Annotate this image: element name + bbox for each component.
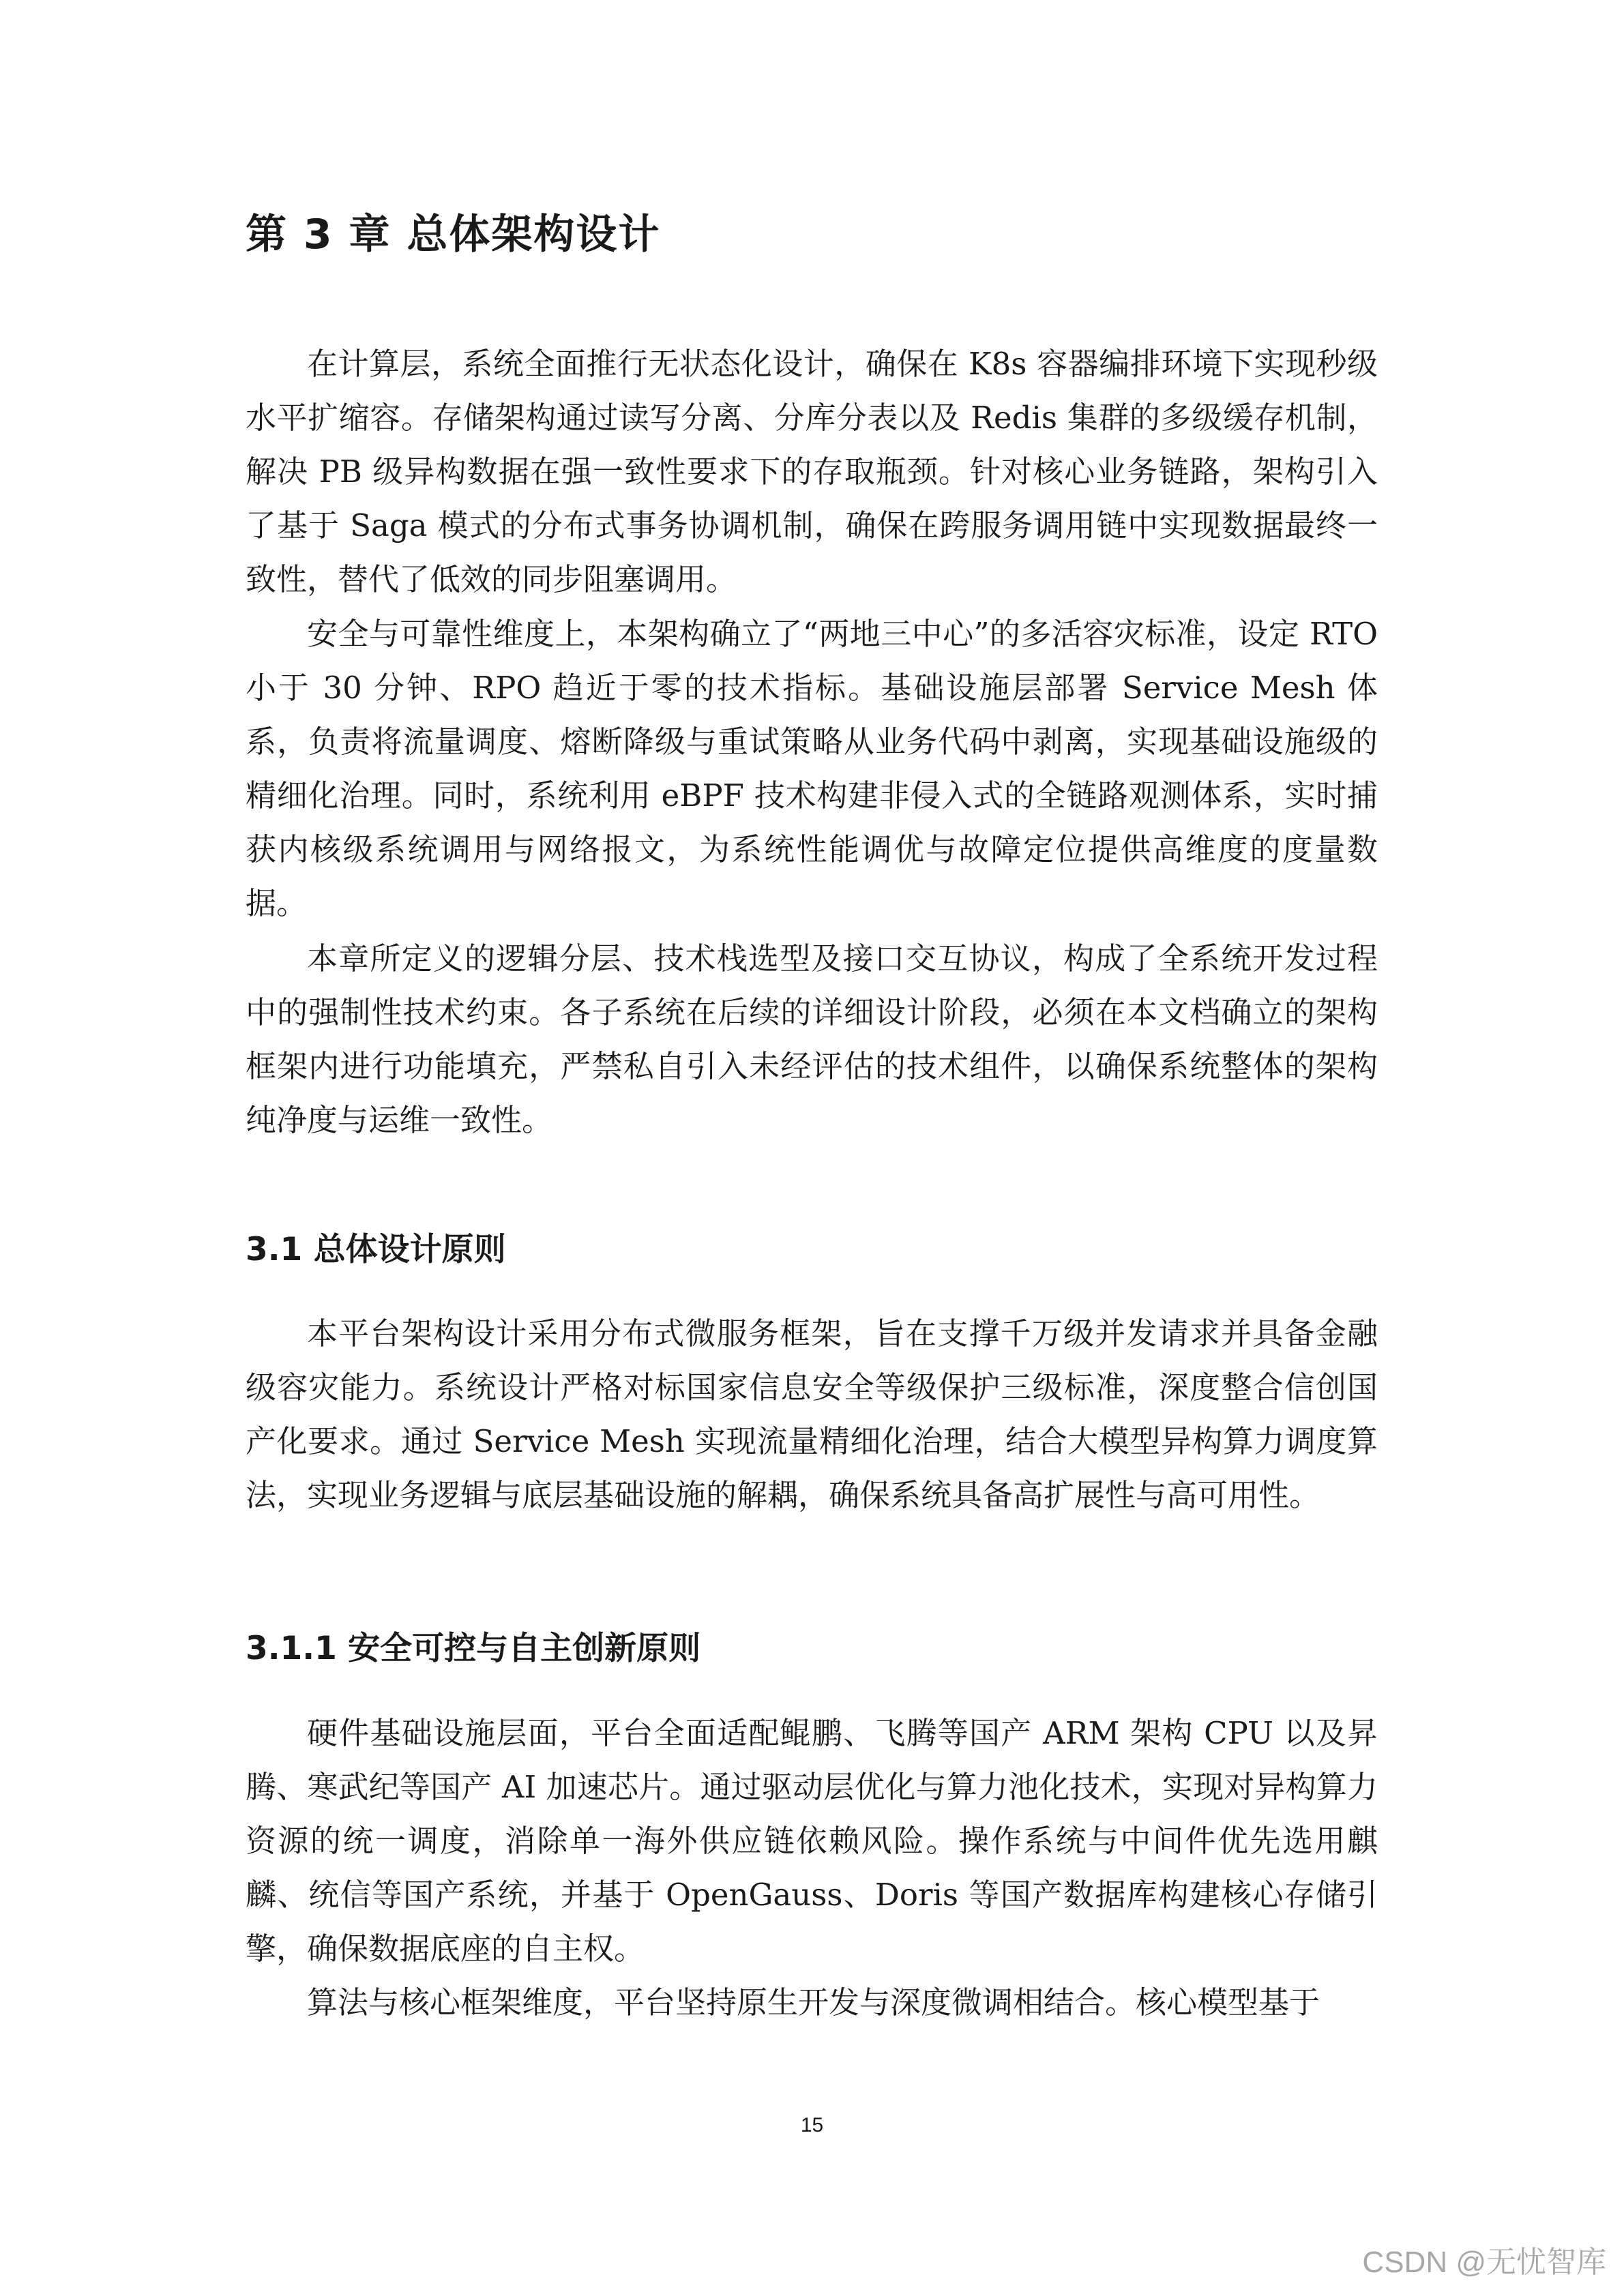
body-paragraph: 硬件基础设施层面，平台全面适配鲲鹏、飞腾等国产 ARM 架构 CPU 以及昇腾、寒武纪等国产 AI 加速芯片。通过驱动层优化与算力池化技术，实现对异构算力资源的统一调度，消除单一海外供应链依赖风险。操作系统与中间件优先选用麒麟、统信等国产系统，并基于 OpenGauss、Doris 等国产数据库构建核心存储引擎，确保数据底座的自主权。	[246, 1715, 1378, 1967]
body-paragraph: 在计算层，系统全面推行无状态化设计，确保在 K8s 容器编排环境下实现秒级水平扩缩容。存储架构通过读写分离、分库分表以及 Redis 集群的多级缓存机制，解决 PB 级异构数据在强一致性要求下的存取瓶颈。针对核心业务链路，架构引入了基于 Saga 模式的分布式事务协调机制，确保在跨服务调用链中实现数据最终一致性，替代了低效的同步阻塞调用。	[246, 346, 1378, 597]
source-watermark: CSDN @无忧智库	[1362, 2246, 1606, 2279]
body-paragraph: 安全与可靠性维度上，本架构确立了“两地三中心”的多活容灾标准，设定 RTO 小于 30 分钟、RPO 趋近于零的技术指标。基础设施层部署 Service Mesh 体系，负责将流量调度、熔断降级与重试策略从业务代码中剥离，实现基础设施级的精细化治理。同时，系统利用 eBPF 技术构建非侵入式的全链路观测体系，实时捕获内核级系统调用与网络报文，为系统性能调优与故障定位提供高维度的度量数据。	[246, 616, 1378, 921]
chapter-title: 第 3 章 总体架构设计	[246, 211, 661, 258]
body-paragraph: 本平台架构设计采用分布式微服务框架，旨在支撑千万级并发请求并具备金融级容灾能力。系统设计严格对标国家信息安全等级保护三级标准，深度整合信创国产化要求。通过 Service Mesh 实现流量精细化治理，结合大模型异构算力调度算法，实现业务逻辑与底层基础设施的解耦，确保系统具备高扩展性与高可用性。	[246, 1315, 1378, 1513]
body-paragraph: 算法与核心框架维度，平台坚持原生开发与深度微调相结合。核心模型基于	[307, 1984, 1320, 2021]
body-paragraph: 本章所定义的逻辑分层、技术栈选型及接口交互协议，构成了全系统开发过程中的强制性技术约束。各子系统在后续的详细设计阶段，必须在本文档确立的架构框架内进行功能填充，严禁私自引入未经评估的技术组件，以确保系统整体的架构纯净度与运维一致性。	[246, 940, 1378, 1138]
subsection-heading: 3.1.1 安全可控与自主创新原则	[246, 1630, 701, 1667]
page-number: 15	[800, 2114, 824, 2136]
section-heading: 3.1 总体设计原则	[246, 1231, 506, 1268]
